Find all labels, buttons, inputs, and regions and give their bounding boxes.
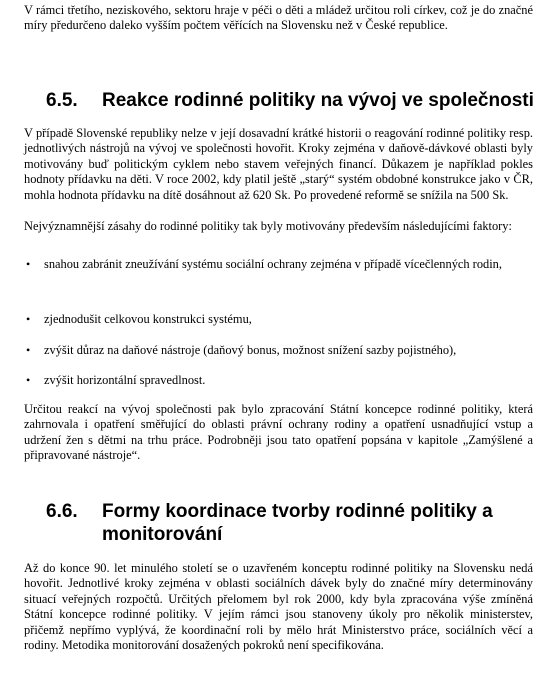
- bullet-icon: •: [26, 373, 31, 387]
- section-6-6-paragraph-1: Až do konce 90. let minulého století se o uzavřeném konceptu rodinné politiky na Slovensku nedá hovořit. Jednotlivé kroky zejména v oblasti sociálních dávek byly do značné míry determinovány situací veřejných rozpočtů. Určitých přelomem byl rok 2000, kdy byla zpracována výše zmíněná Státní koncepce rodinné politiky. V jejím rámci jsou stanoveny úkoly pro několik ministerstev, přičemž nepřímo vyplývá, že koordinační roli by mělo hrát Ministerstvo práce, sociálních věcí a rodiny. Metodika monitorování dosažených pokroků není specifikována.: [24, 561, 533, 653]
- section-6-5-title: Reakce rodinné politiky na vývoj ve společnosti: [102, 90, 534, 111]
- list-item-text: snahou zabránit zneužívání systému sociální ochrany zejména v případě vícečlenných rodin,: [44, 257, 502, 271]
- section-6-6-title-line-2: monitorování: [102, 524, 223, 545]
- bullet-icon: •: [26, 312, 31, 326]
- bullet-icon: •: [26, 343, 31, 357]
- bullet-icon: •: [26, 257, 31, 271]
- section-6-6-number: 6.6.: [46, 501, 78, 522]
- section-6-5-heading: [46, 89, 534, 112]
- list-item-text: zjednodušit celkovou konstrukci systému,: [44, 312, 252, 326]
- list-item-text: zvýšit důraz na daňové nástroje (daňový bonus, možnost snížení sazby pojistného),: [44, 343, 457, 357]
- section-6-5-paragraph-2: Nejvýznamnější zásahy do rodinné politiky tak byly motivovány především následujícími faktory:: [24, 219, 512, 233]
- section-6-5-number: 6.5.: [46, 90, 78, 111]
- section-6-6-title-line-1: Formy koordinace tvorby rodinné politiky a: [102, 501, 493, 522]
- intro-paragraph: V rámci třetího, neziskového, sektoru hraje v péči o děti a mládež určitou roli církev, což je do značné míry předurčeno daleko vyšším počtem věřících na Slovensku než v České republice.: [24, 3, 533, 33]
- list-item: [24, 253, 533, 299]
- list-item-text: zvýšit horizontální spravedlnost.: [44, 373, 206, 387]
- section-6-5-paragraph-1: V případě Slovenské republiky nelze v její dosavadní krátké historii o reagování rodinné politiky resp. jednotlivých nástrojů na vývoj ve společnosti hovořit. Kroky zejména v daňově-dávkové oblasti byly motivovány buď politickým cyklem nebo stavem veřejných financí. Důkazem je například pokles hodnoty přídavku na děti. V roce 2002, kdy platil ještě „starý“ systém obdobné konstrukce jako v ČR, mohla hodnota přídavku na dítě dosáhnout až 620 Sk. Po provedené reformě se snížila na 500 Sk.: [24, 126, 533, 202]
- section-6-6-heading: [46, 500, 526, 546]
- section-6-5-paragraph-3: Určitou reakcí na vývoj společnosti pak bylo zpracování Státní koncepce rodinné politiky, která zahrnovala i opatření směřující do oblasti právní ochrany rodiny a opatření usnadňující vstup a udržení žen s dětmi na trhu práce. Podrobněji jsou tato opatření popsána v kapitole „Zamýšlené a připravované nástroje“.: [24, 402, 533, 463]
